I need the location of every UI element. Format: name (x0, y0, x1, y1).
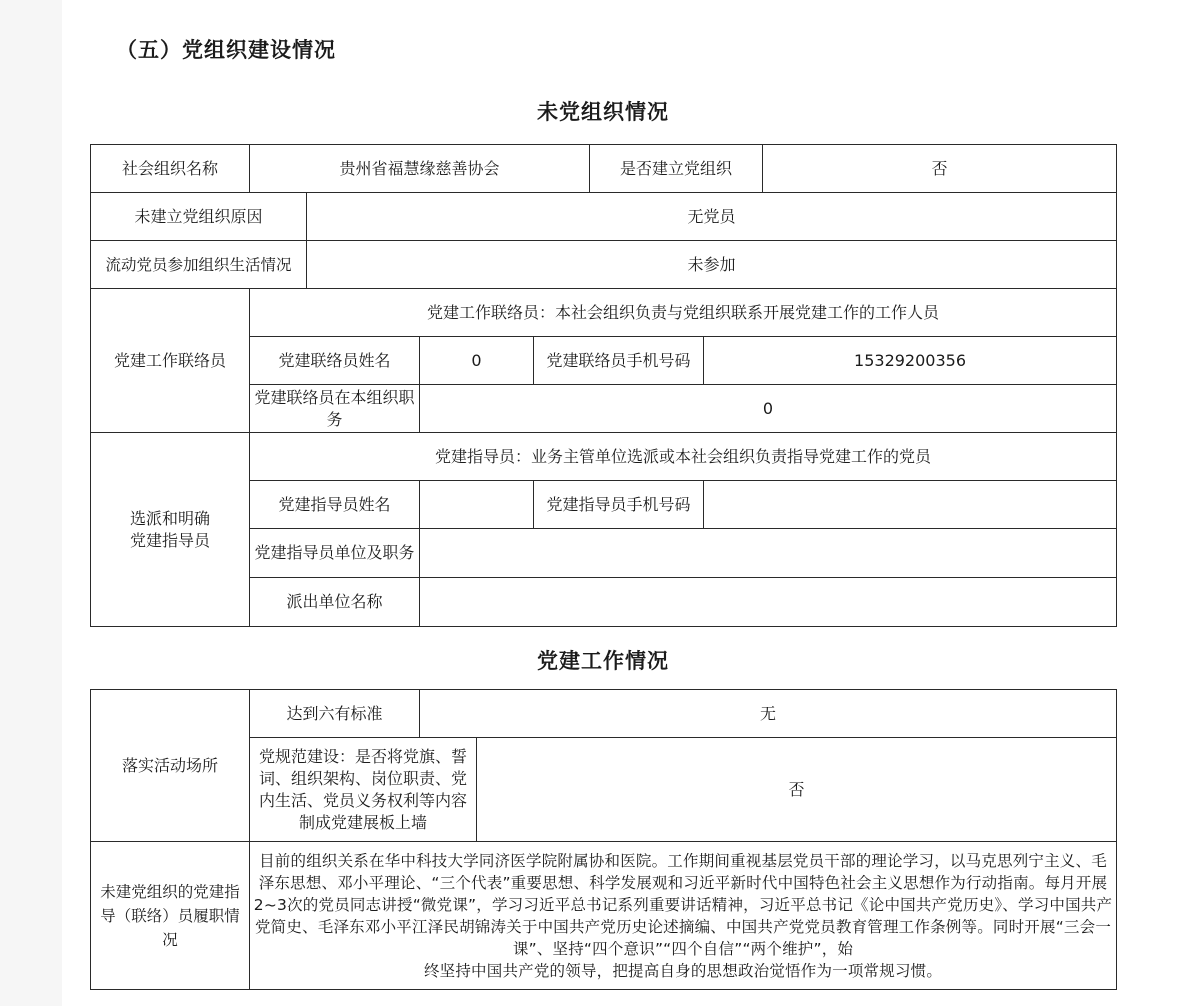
instructor-unit-label: 党建指导员单位及职务 (250, 529, 420, 578)
liaison-label: 党建工作联络员 (91, 289, 250, 433)
instructor-label (91, 433, 250, 627)
instructor-label-line1: 选派和明确 (129, 508, 210, 528)
section-heading: （五）党组织建设情况 (116, 38, 336, 62)
table1-title: 未党组织情况 (537, 100, 669, 124)
has-party-label: 是否建立党组织 (590, 145, 763, 193)
duty-text-last-line: 终坚持中国共产党的领导，把提高自身的思想政治觉悟作为一项常规习惯。 (423, 961, 943, 980)
party-work-table (90, 689, 1117, 990)
six-standard-value: 无 (420, 690, 1117, 738)
org-name-value: 贵州省福慧缘慈善协会 (250, 145, 590, 193)
liaison-name-label: 党建联络员姓名 (250, 337, 420, 385)
norm-construction-value: 否 (477, 738, 1117, 842)
six-standard-label: 达到六有标准 (250, 690, 420, 738)
dispatch-unit-label: 派出单位名称 (250, 578, 420, 627)
reason-label: 未建立党组织原因 (91, 193, 307, 241)
instructor-label-line2: 党建指导员 (129, 530, 210, 550)
instructor-unit-value (420, 529, 1117, 578)
liaison-description: 党建工作联络员：本社会组织负责与党组织联系开展党建工作的工作人员 (250, 289, 1117, 337)
instructor-description: 党建指导员：业务主管单位选派或本社会组织负责指导党建工作的党员 (250, 433, 1117, 481)
instructor-phone-label: 党建指导员手机号码 (534, 481, 704, 529)
floating-member-value: 未参加 (307, 241, 1117, 289)
liaison-phone-value: 15329200356 (704, 337, 1117, 385)
instructor-phone-value (704, 481, 1117, 529)
liaison-name-value: 0 (420, 337, 534, 385)
has-party-value: 否 (763, 145, 1117, 193)
instructor-name-label: 党建指导员姓名 (250, 481, 420, 529)
reason-value: 无党员 (307, 193, 1117, 241)
floating-member-label: 流动党员参加组织生活情况 (91, 241, 307, 289)
table2-title: 党建工作情况 (537, 649, 669, 673)
venue-label: 落实活动场所 (91, 690, 250, 842)
party-organization-table (90, 144, 1117, 627)
duty-text-cell (250, 842, 1117, 990)
dispatch-unit-value (420, 578, 1117, 627)
duty-label: 未建党组织的党建指导（联络）员履职情况 (91, 842, 250, 990)
liaison-phone-label: 党建联络员手机号码 (534, 337, 704, 385)
liaison-post-label: 党建联络员在本组织职务 (250, 385, 420, 433)
liaison-post-value: 0 (420, 385, 1117, 433)
duty-text: 目前的组织关系在华中科技大学同济医学院附属协和医院。工作期间重视基层党员干部的理论学习，以马克思列宁主义、毛泽东思想、邓小平理论、“三个代表”重要思想、科学发展观和习近平新时代中国特色社会主义思想作为行动指南。每月开展2~3次的党员同志讲授“微党课”，学习习近平总书记系列重要讲话精神，习近平总书记《论中国共产党历史》、学习中国共产党简史、毛泽东邓小平江泽民胡锦涛关于中国共产党历史论述摘编、中国共产党党员教育管理工作条例等。同时开展“三会一课”、坚持“四个意识”“四个自信”“两个维护”，始 (253, 851, 1113, 958)
instructor-name-value (420, 481, 534, 529)
org-name-label: 社会组织名称 (91, 145, 250, 193)
norm-construction-label: 党规范建设：是否将党旗、誓词、组织架构、岗位职责、党内生活、党员义务权利等内容制成党建展板上墙 (250, 738, 477, 842)
